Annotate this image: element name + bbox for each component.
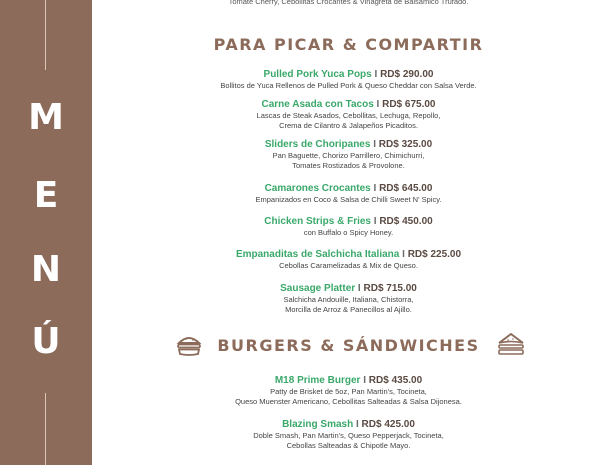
previous-item-description: Tomate Cherry, Cebollitas Crocantes & Vinagreta de Balsámico Trufado. xyxy=(228,0,469,6)
menu-item-title: Camarones Crocantes I RD$ 645.00 xyxy=(264,183,433,194)
menu-item-description: Salchicha Andouille, Italiana, Chistorra, xyxy=(283,295,414,304)
menu-item xyxy=(92,282,605,315)
menu-item-price: RD$ 225.00 xyxy=(407,249,462,260)
sidebar-divider xyxy=(45,0,46,70)
menu-item-name: Chicken Strips & Fries xyxy=(264,216,371,227)
menu-item-price: RD$ 425.00 xyxy=(361,419,415,430)
menu-item-name: Sliders de Choripanes xyxy=(264,139,371,150)
menu-item-price: RD$ 290.00 xyxy=(380,69,434,80)
menu-item-description: Pan Baguette, Chorizo Parrillero, Chimichurri, xyxy=(272,151,425,160)
menu-item-title: Carne Asada con Tacos I RD$ 675.00 xyxy=(261,99,436,110)
menu-content xyxy=(92,0,605,465)
menu-item-title: Sausage Platter I RD$ 715.00 xyxy=(280,283,417,294)
menu-item-name: Blazing Smash xyxy=(282,419,354,430)
menu-item xyxy=(92,138,605,171)
menu-item-title: Pulled Pork Yuca Pops I RD$ 290.00 xyxy=(263,69,434,80)
menu-item xyxy=(92,68,605,91)
menu-item-price: RD$ 325.00 xyxy=(378,139,433,150)
menu-item-description: Crema de Cilantro & Jalapeños Picaditos. xyxy=(279,121,418,130)
sandwich-icon xyxy=(496,331,526,357)
menu-item-price: RD$ 450.00 xyxy=(379,216,433,227)
sidebar-letter-e: E xyxy=(33,175,59,216)
menu-item-description: Empanizados en Coco & Salsa de Chilli Sweet N' Spicy. xyxy=(255,195,442,204)
menu-item-price: RD$ 435.00 xyxy=(368,375,423,386)
menu-item-price: RD$ 675.00 xyxy=(382,99,436,110)
sidebar-letter-m: M xyxy=(28,97,64,138)
menu-item-description: Cebollas Caramelizadas & Mix de Queso. xyxy=(279,261,418,270)
menu-item-title: M18 Prime Burger I RD$ 435.00 xyxy=(274,375,423,386)
menu-item-title: Sliders de Choripanes I RD$ 325.00 xyxy=(264,139,433,150)
menu-item xyxy=(92,374,605,407)
menu-item-description: Cebollas Salteadas & Chipotle Mayo. xyxy=(286,441,411,450)
menu-item-price: RD$ 645.00 xyxy=(379,183,433,194)
menu-item-description: Tomates Rostizados & Provolone. xyxy=(292,161,405,170)
menu-item-description: Doble Smash, Pan Martin's, Queso Pepperjack, Tocineta, xyxy=(253,431,444,440)
menu-item-title: Chicken Strips & Fries I RD$ 450.00 xyxy=(264,216,433,227)
sidebar-divider xyxy=(45,393,46,465)
section-title-para-picar: PARA PICAR & COMPARTIR xyxy=(213,35,484,54)
menu-item xyxy=(92,98,605,131)
sidebar-letter-u: Ú xyxy=(31,321,61,362)
menu-item-name: M18 Prime Burger xyxy=(274,375,361,386)
menu-item-description: Queso Muenster Americano, Cebollitas Salteadas & Salsa Dijonesa. xyxy=(235,397,462,406)
menu-item-title: Empanaditas de Salchicha Italiana I RD$ 225.00 xyxy=(235,249,462,260)
menu-item-name: Empanaditas de Salchicha Italiana xyxy=(235,249,400,260)
menu-item-price: RD$ 715.00 xyxy=(363,283,417,294)
menu-item-description: Bollitos de Yuca Rellenos de Pulled Pork & Queso Cheddar con Salsa Verde. xyxy=(220,81,477,90)
menu-item-description: con Buffalo o Spicy Honey. xyxy=(303,228,394,237)
menu-item-name: Sausage Platter xyxy=(280,283,356,294)
menu-item xyxy=(92,215,605,238)
section-title-burgers: BURGERS & SÁNDWICHES xyxy=(217,336,480,355)
menu-item xyxy=(92,248,605,271)
menu-item-name: Camarones Crocantes xyxy=(264,183,371,194)
menu-item xyxy=(92,182,605,205)
menu-item-description: Lascas de Steak Asados, Cebollitas, Lechuga, Repollo, xyxy=(256,111,441,120)
menu-item-name: Carne Asada con Tacos xyxy=(261,99,374,110)
menu-item-description: Patty de Brisket de 5oz, Pan Martin's, Tocineta, xyxy=(270,387,427,396)
sidebar xyxy=(0,0,92,465)
menu-item-description: Morcilla de Arroz & Panecillos al Ajillo. xyxy=(285,305,412,314)
menu-item-title: Blazing Smash I RD$ 425.00 xyxy=(282,419,415,430)
menu-item-name: Pulled Pork Yuca Pops xyxy=(263,69,372,80)
menu-item xyxy=(92,418,605,451)
sidebar-letter-n: N xyxy=(30,249,62,290)
